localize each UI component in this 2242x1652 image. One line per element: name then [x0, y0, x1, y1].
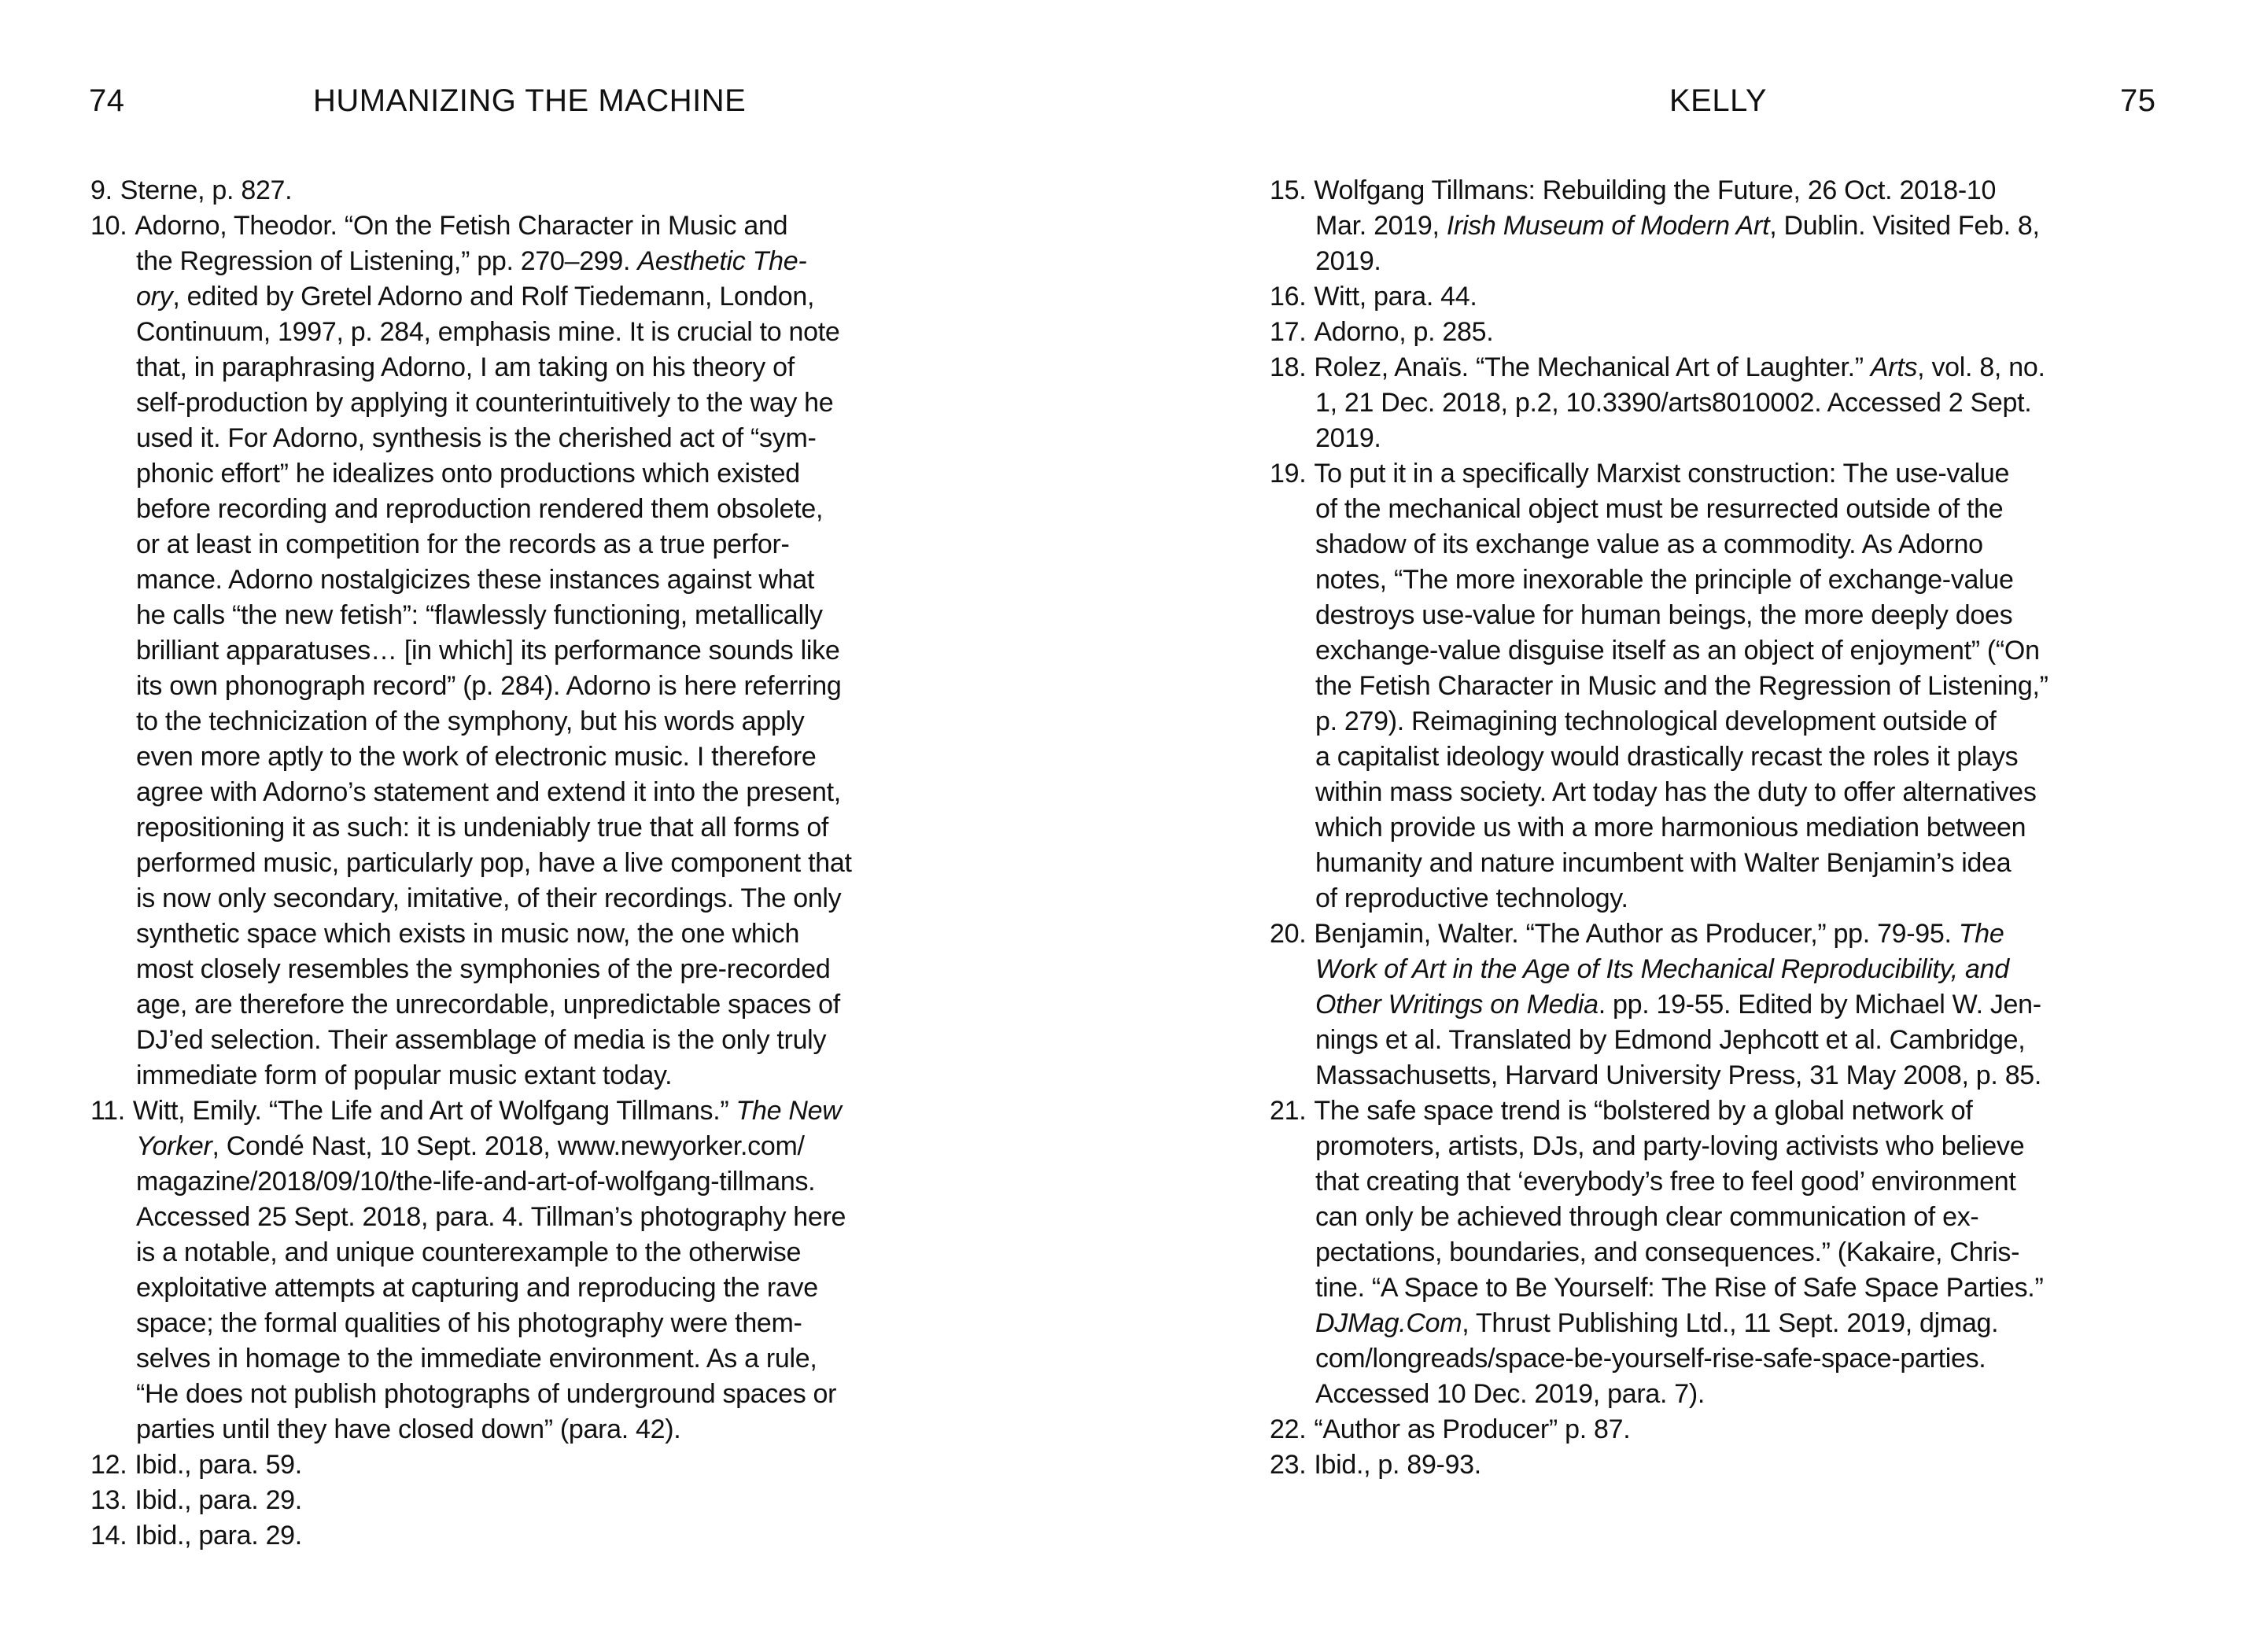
text-run: selves in homage to the immediate environment. As a rule,: [136, 1344, 817, 1374]
italic-title: The New: [736, 1096, 842, 1126]
endnote: [90, 1093, 1034, 1447]
endnote-line: [1315, 1164, 2214, 1200]
text-run: synthetic space which exists in music now, the one which: [136, 919, 800, 949]
text-run: age, are therefore the unrecordable, unpredictable spaces of: [136, 990, 840, 1020]
text-run: 1, 21 Dec. 2018, p.2, 10.3390/arts8010002. Accessed 2 Sept.: [1315, 388, 2032, 418]
text-run: notes, “The more inexorable the principle of exchange-value: [1315, 565, 2014, 595]
endnote-line: [136, 1200, 1034, 1235]
endnote-line: [133, 1093, 1034, 1129]
endnote-number: 18.: [1270, 352, 1307, 382]
endnote-number: 20.: [1270, 919, 1307, 949]
text-run: that, in paraphrasing Adorno, I am taking on his theory of: [136, 352, 795, 382]
text-run: Massachusetts, Harvard University Press, 31 May 2008, p. 85.: [1315, 1060, 2042, 1090]
endnote-line: [136, 1235, 1034, 1270]
text-run: Ibid., para. 29.: [135, 1521, 302, 1551]
italic-title: Aesthetic The-: [637, 246, 807, 276]
endnote-line: [136, 492, 1034, 527]
text-run: its own phonograph record” (p. 284). Adorno is here referring: [136, 671, 842, 701]
text-run: Ibid., para. 29.: [135, 1485, 302, 1515]
endnote-line: [136, 669, 1034, 704]
endnote: [1270, 916, 2214, 1093]
italic-title: Arts: [1870, 352, 1918, 382]
endnote-line: [136, 704, 1034, 739]
endnote-line: [136, 315, 1034, 350]
endnote-text: [1315, 1093, 2214, 1412]
endnote-line: [136, 279, 1034, 315]
endnote-text: [136, 1447, 1034, 1483]
text-run: Witt, Emily. “The Life and Art of Wolfgang Tillmans.”: [132, 1096, 736, 1126]
endnote-line: [1315, 208, 2214, 244]
text-run: a capitalist ideology would drastically recast the roles it plays: [1315, 742, 2019, 772]
endnote-line: [1315, 987, 2214, 1023]
text-run: agree with Adorno’s statement and extend it into the present,: [136, 777, 841, 807]
text-run: exploitative attempts at capturing and reproducing the rave: [136, 1273, 818, 1303]
endnote-line: [136, 598, 1034, 633]
text-run: Mar. 2019,: [1315, 211, 1447, 241]
endnote-line: [136, 385, 1034, 421]
text-run: Continuum, 1997, p. 284, emphasis mine. It is crucial to note: [136, 317, 840, 347]
endnote: [1270, 315, 2214, 350]
endnote-line: [1315, 952, 2214, 987]
text-run: shadow of its exchange value as a commodity. As Adorno: [1315, 529, 1983, 559]
text-run: brilliant apparatuses… [in which] its performance sounds like: [136, 636, 840, 666]
endnote-line: [1314, 456, 2214, 492]
text-run: that creating that ‘everybody’s free to feel good’ environment: [1315, 1167, 2016, 1197]
text-run: To put it in a specifically Marxist construction: The use-value: [1314, 459, 2010, 489]
endnote-line: [135, 1447, 1034, 1483]
endnote-line: [1315, 1270, 2214, 1306]
endnote-number: 22.: [1270, 1414, 1307, 1444]
endnote-line: [136, 421, 1034, 456]
text-run: performed music, particularly pop, have a live component that: [136, 848, 852, 878]
endnote-line: [1315, 669, 2214, 704]
text-run: Sterne, p. 827.: [120, 175, 293, 205]
endnote-number: 14.: [90, 1521, 127, 1551]
endnote-line: [136, 810, 1034, 846]
text-run: Rolez, Anaïs. “The Mechanical Art of Laughter.”: [1314, 352, 1871, 382]
right-page: [1121, 0, 2242, 1652]
endnote-line: [136, 1306, 1034, 1341]
text-run: , Condé Nast, 10 Sept. 2018, www.newyorker.com/: [212, 1131, 805, 1161]
endnote-number: 9.: [90, 175, 112, 205]
endnote: [90, 1447, 1034, 1483]
text-run: Wolfgang Tillmans: Rebuilding the Future, 26 Oct. 2018-10: [1314, 175, 1997, 205]
endnote-number: 13.: [90, 1485, 127, 1515]
endnote-line: [135, 208, 1034, 244]
endnote-text: [1315, 1447, 2214, 1483]
text-run: immediate form of popular music extant today.: [136, 1060, 673, 1090]
italic-title: DJMag.Com: [1315, 1308, 1462, 1338]
endnote-line: [136, 881, 1034, 916]
endnote-line: [1315, 562, 2214, 598]
endnote: [1270, 1447, 2214, 1483]
text-run: p. 279). Reimagining technological development outside of: [1315, 706, 1997, 736]
endnote: [1270, 1412, 2214, 1447]
text-run: , Thrust Publishing Ltd., 11 Sept. 2019, djmag.: [1462, 1308, 1999, 1338]
text-run: com/longreads/space-be-yourself-rise-safe-space-parties.: [1315, 1344, 1986, 1374]
endnote-line: [1314, 279, 2214, 315]
endnote-line: [1315, 739, 2214, 775]
endnote-line: [1314, 1093, 2214, 1129]
endnote-line: [136, 562, 1034, 598]
endnote: [1270, 350, 2214, 456]
text-run: , Dublin. Visited Feb. 8,: [1769, 211, 2040, 241]
endnote-line: [1315, 492, 2214, 527]
text-run: which provide us with a more harmonious mediation between: [1315, 813, 2026, 843]
page-number: 74: [89, 83, 125, 118]
text-run: The safe space trend is “bolstered by a global network of: [1314, 1096, 1973, 1126]
text-run: pectations, boundaries, and consequences.” (Kakaire, Chris-: [1315, 1237, 2020, 1267]
endnote-line: [136, 350, 1034, 385]
endnote-line: [1314, 173, 2214, 208]
endnote-line: [1315, 1129, 2214, 1164]
italic-title: The: [1958, 919, 2004, 949]
text-run: within mass society. Art today has the duty to offer alternatives: [1315, 777, 2037, 807]
endnote-text: [136, 1483, 1034, 1518]
text-run: Ibid., p. 89-93.: [1314, 1450, 1481, 1480]
text-run: , edited by Gretel Adorno and Rolf Tiedemann, London,: [172, 282, 815, 312]
text-run: to the technicization of the symphony, but his words apply: [136, 706, 805, 736]
endnote-line: [1314, 1412, 2214, 1447]
endnote-line: [136, 1164, 1034, 1200]
text-run: self-production by applying it counterintuitively to the way he: [136, 388, 834, 418]
endnote-number: 15.: [1270, 175, 1307, 205]
text-run: most closely resembles the symphonies of the pre-recorded: [136, 954, 831, 984]
endnote-line: [136, 1270, 1034, 1306]
text-run: mance. Adorno nostalgicizes these instances against what: [136, 565, 815, 595]
endnote-text: [1315, 315, 2214, 350]
text-run: before recording and reproduction rendered them obsolete,: [136, 494, 824, 524]
endnote: [1270, 1093, 2214, 1412]
text-run: space; the formal qualities of his photography were them-: [136, 1308, 802, 1338]
endnote-line: [136, 1341, 1034, 1377]
endnote-line: [1315, 527, 2214, 562]
endnote-line: [136, 846, 1034, 881]
text-run: repositioning it as such: it is undeniably true that all forms of: [136, 813, 829, 843]
text-run: of reproductive technology.: [1315, 883, 1628, 913]
endnote-line: [1315, 1377, 2214, 1412]
endnote-line: [1314, 350, 2214, 385]
page-number: 75: [2120, 83, 2156, 118]
endnote-line: [136, 1058, 1034, 1093]
endnotes-list: [90, 173, 1034, 1554]
endnote-line: [136, 1412, 1034, 1447]
italic-title: Irish Museum of Modern Art: [1446, 211, 1770, 241]
text-run: Accessed 25 Sept. 2018, para. 4. Tillman’s photography here: [136, 1202, 846, 1232]
text-run: 2019.: [1315, 423, 1381, 453]
endnote-number: 12.: [90, 1450, 127, 1480]
text-run: is a notable, and unique counterexample to the otherwise: [136, 1237, 802, 1267]
endnote-line: [1315, 775, 2214, 810]
running-head-title: HUMANIZING THE MACHINE: [313, 83, 747, 118]
text-run: parties until they have closed down” (para. 42).: [136, 1414, 681, 1444]
endnote-line: [1315, 244, 2214, 279]
text-run: he calls “the new fetish”: “flawlessly functioning, metallically: [136, 600, 823, 630]
endnote: [90, 1518, 1034, 1554]
text-run: exchange-value disguise itself as an object of enjoyment” (“On: [1315, 636, 2040, 666]
text-run: Benjamin, Walter. “The Author as Producer,” pp. 79-95.: [1314, 919, 1959, 949]
endnote-line: [136, 244, 1034, 279]
endnote-line: [1315, 421, 2214, 456]
endnote-line: [1315, 846, 2214, 881]
endnote-text: [1315, 173, 2214, 279]
text-run: the Fetish Character in Music and the Regression of Listening,”: [1315, 671, 2048, 701]
text-run: , vol. 8, no.: [1917, 352, 2045, 382]
text-run: used it. For Adorno, synthesis is the cherished act of “sym-: [136, 423, 817, 453]
endnote-line: [1314, 315, 2214, 350]
endnote-line: [136, 1023, 1034, 1058]
endnote-line: [136, 916, 1034, 952]
endnote-line: [136, 987, 1034, 1023]
endnote: [1270, 456, 2214, 916]
text-run: is now only secondary, imitative, of their recordings. The only: [136, 883, 842, 913]
endnote-line: [1315, 598, 2214, 633]
endnote: [1270, 279, 2214, 315]
endnote-line: [1315, 1341, 2214, 1377]
endnote-line: [1315, 810, 2214, 846]
text-run: Ibid., para. 59.: [135, 1450, 302, 1480]
endnote-line: [135, 1483, 1034, 1518]
endnote-line: [1315, 1023, 2214, 1058]
endnote-text: [1315, 916, 2214, 1093]
text-run: Adorno, p. 285.: [1314, 317, 1494, 347]
endnote-text: [1315, 350, 2214, 456]
text-run: DJ’ed selection. Their assemblage of media is the only truly: [136, 1025, 827, 1055]
endnote-line: [136, 456, 1034, 492]
endnote-text: [136, 208, 1034, 1093]
text-run: of the mechanical object must be resurrected outside of the: [1315, 494, 2004, 524]
endnote-line: [1315, 1306, 2214, 1341]
endnote-text: [120, 173, 1034, 208]
text-run: Witt, para. 44.: [1314, 282, 1477, 312]
italic-title: Work of Art in the Age of Its Mechanical Reproducibility, and: [1315, 954, 2009, 984]
italic-title: Yorker: [136, 1131, 212, 1161]
endnote-line: [136, 952, 1034, 987]
italic-title: Other Writings on Media: [1315, 990, 1599, 1020]
endnote-line: [1314, 1447, 2214, 1483]
text-run: can only be achieved through clear communication of ex-: [1315, 1202, 1979, 1232]
endnote-line: [136, 527, 1034, 562]
endnote-line: [1315, 385, 2214, 421]
endnote-number: 17.: [1270, 317, 1307, 347]
endnotes-list: [1270, 173, 2214, 1483]
text-run: . pp. 19-55. Edited by Michael W. Jen-: [1598, 990, 2041, 1020]
text-run: promoters, artists, DJs, and party-loving activists who believe: [1315, 1131, 2025, 1161]
endnote-line: [1314, 916, 2214, 952]
endnote-line: [120, 173, 1034, 208]
endnote-text: [136, 1518, 1034, 1554]
endnote-text: [1315, 279, 2214, 315]
endnote-number: 16.: [1270, 282, 1307, 312]
text-run: the Regression of Listening,” pp. 270–299.: [136, 246, 638, 276]
endnote: [90, 208, 1034, 1093]
text-run: Accessed 10 Dec. 2019, para. 7).: [1315, 1379, 1705, 1409]
text-run: destroys use-value for human beings, the more deeply does: [1315, 600, 2013, 630]
endnote-line: [1315, 1235, 2214, 1270]
running-head-author: KELLY: [1669, 83, 1768, 118]
italic-title: ory: [136, 282, 173, 312]
endnote-line: [136, 1129, 1034, 1164]
text-run: nings et al. Translated by Edmond Jephcott et al. Cambridge,: [1315, 1025, 2026, 1055]
endnote-number: 21.: [1270, 1096, 1307, 1126]
endnote-number: 11.: [90, 1096, 125, 1126]
text-run: tine. “A Space to Be Yourself: The Rise of Safe Space Parties.”: [1315, 1273, 2044, 1303]
endnote-text: [1315, 456, 2214, 916]
endnote-line: [136, 633, 1034, 669]
text-run: magazine/2018/09/10/the-life-and-art-of-wolfgang-tillmans.: [136, 1167, 816, 1197]
endnote-line: [1315, 881, 2214, 916]
text-run: “He does not publish photographs of underground spaces or: [136, 1379, 837, 1409]
text-run: humanity and nature incumbent with Walter Benjamin’s idea: [1315, 848, 2012, 878]
endnote-line: [1315, 704, 2214, 739]
text-run: phonic effort” he idealizes onto productions which existed: [136, 459, 800, 489]
endnote-line: [1315, 1058, 2214, 1093]
text-run: Adorno, Theodor. “On the Fetish Character in Music and: [135, 211, 788, 241]
endnote-line: [1315, 633, 2214, 669]
endnote-text: [132, 1093, 1034, 1447]
endnote-line: [135, 1518, 1034, 1554]
endnote-text: [1315, 1412, 2214, 1447]
endnote: [90, 1483, 1034, 1518]
text-run: or at least in competition for the records as a true perfor-: [136, 529, 790, 559]
endnote-number: 23.: [1270, 1450, 1307, 1480]
endnote-line: [136, 739, 1034, 775]
endnote-number: 10.: [90, 211, 127, 241]
endnote-number: 19.: [1270, 459, 1307, 489]
endnote: [90, 173, 1034, 208]
text-run: “Author as Producer” p. 87.: [1314, 1414, 1631, 1444]
endnote-line: [136, 1377, 1034, 1412]
endnote: [1270, 173, 2214, 279]
text-run: 2019.: [1315, 246, 1381, 276]
endnote-line: [136, 775, 1034, 810]
endnote-line: [1315, 1200, 2214, 1235]
text-run: even more aptly to the work of electronic music. I therefore: [136, 742, 817, 772]
